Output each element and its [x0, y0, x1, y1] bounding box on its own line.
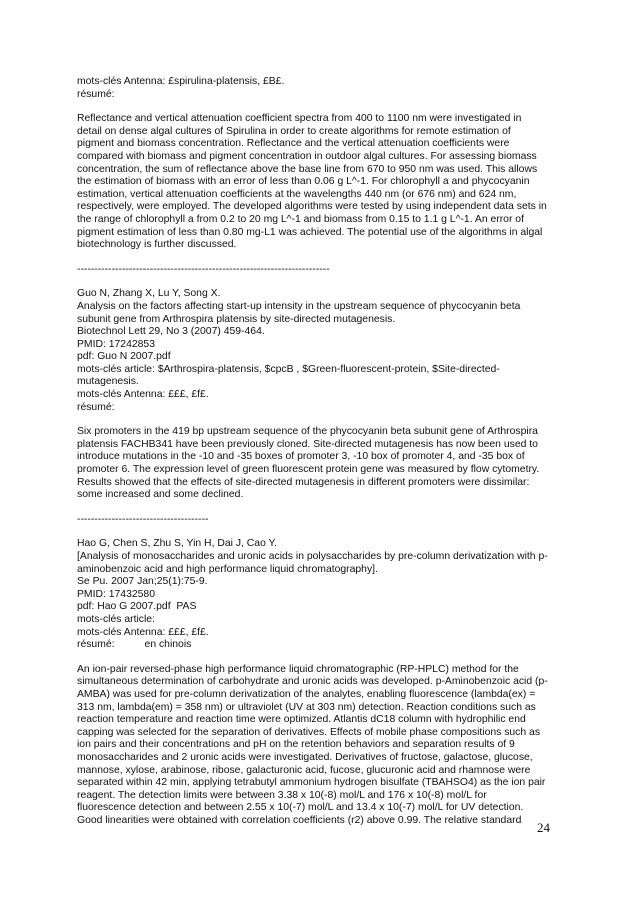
reference-title: subunit gene from Arthrospira platensis by site-directed mutagenesis. [77, 313, 396, 325]
abstract-line: biotechnology is further discussed. [77, 239, 237, 251]
antenna-keywords: mots-clés Antenna: £spirulina-platensis, £B£. [77, 76, 285, 87]
abstract-line: 313 nm, lambda(em) = 358 nm) or ultraviolet (UV at 303 nm) detection. Reaction conditions such as [77, 701, 536, 713]
abstract-line: simultaneous determination of carbohydrate and uronic acids was developed. p-Aminobenzoic acid (p- [77, 676, 548, 688]
abstract [77, 664, 563, 828]
abstract-line: the estimation of biomass with an error of less than 0.06 g L^-1. For chlorophyll a and phycocyanin [77, 176, 530, 188]
abstract-line: respectively, were employed. The developed algorithms were tested by using independent data sets in [77, 201, 547, 213]
abstract-line: pigment and biomass concentration. Reflectance and the vertical attenuation coefficients were [77, 138, 510, 150]
abstract-line: reagent. The detection limits were between 3.38 x 10(-8) mol/L and 176 x 10(-8) mol/L for [77, 789, 487, 801]
abstract-line: Good linearities were obtained with correlation coefficients (r2) above 0.99. The relative standard [77, 814, 522, 826]
page-content [77, 76, 563, 827]
abstract-line: compared with biomass and pigment concentration in outdoor algal cultures. For assessing biomass [77, 150, 537, 162]
abstract-line: pigment estimation of less than 0.80 mg-L1 was achieved. The potential use of the algorithms in algal [77, 226, 543, 238]
separator: ------------------------------------------------------------------------- [77, 263, 330, 275]
antenna-keywords: mots-clés Antenna: £££, £f£. [77, 389, 209, 401]
abstract-line: fluorescence detection and between 2.55 x 10(-7) mol/L and 13.4 x 10(-7) mol/L for UV detection. [77, 802, 524, 814]
abstract-line: AMBA) was used for pre-column derivatization of the analytes, enabling fluorescence (lambda(ex) = [77, 688, 536, 700]
abstract-line: introduce mutations in the -10 and -35 boxes of promoter 3, -10 box of promoter 4, and -35 box of [77, 451, 525, 463]
resume-line [77, 639, 563, 652]
separator: -------------------------------------- [77, 513, 209, 525]
abstract-line: Six promoters in the 419 bp upstream sequence of the phycocyanin beta subunit gene of Arthrospira [77, 426, 538, 438]
abstract-line: detail on dense algal cultures of Spirulina in order to create algorithms for remote estimation of [77, 125, 511, 137]
abstract-line: capping was selected for the separation of derivatives. Effects of mobile phase compositions such as [77, 726, 541, 738]
antenna-keywords: mots-clés Antenna: £££, £f£. [77, 626, 209, 638]
resume-label: résumé: [77, 88, 115, 100]
abstract-line: reaction temperature and reaction time were optimized. Atlantis dC18 column with hydrophilic end [77, 714, 526, 726]
reference-pmid: PMID: 17432580 [77, 588, 155, 600]
abstract [77, 113, 563, 252]
resume-label: résumé: [77, 401, 115, 413]
abstract-line: promoter 6. The expression level of green fluorescent protein gene was measured by flow cytometry. [77, 464, 540, 476]
reference-authors: Hao G, Chen S, Zhu S, Yin H, Dai J, Cao Y. [77, 538, 278, 550]
page-number: 24 [537, 820, 550, 835]
abstract-line: ion pairs and their concentrations and pH on the retention behaviors and separation results of 9 [77, 739, 515, 751]
resume-note: en chinois [144, 639, 192, 651]
abstract-line: concentration, the sum of reflectance above the base line from 670 to 950 nm was used. This allows [77, 163, 538, 175]
reference-journal: Biotechnol Lett 29, No 3 (2007) 459-464. [77, 326, 265, 338]
reference-authors: Guo N, Zhang X, Lu Y, Song X. [77, 288, 221, 300]
abstract-line: the range of chlorophyll a from 0.2 to 20 mg L^-1 and biomass from 0.15 to 1.1 g L^-1. An error of [77, 213, 524, 225]
abstract-line: platensis FACHB341 have been previously cloned. Site-directed mutagenesis has now been used to [77, 438, 538, 450]
reference-title: [Analysis of monosaccharides and uronic acids in polysaccharides by pre-column derivatization with p- [77, 551, 548, 562]
article-keywords: mots-clés article: $Arthrospira-platensis, $cpcB , $Green-fluorescent-protein, $Site-directed- [77, 363, 500, 375]
reference-title: aminobenzoic acid and high performance liquid chromatography]. [77, 563, 378, 575]
abstract [77, 426, 563, 502]
abstract-line: estimation, vertical attenuation coefficients at the wavelengths 440 nm (or 676 nm) and 624 nm, [77, 188, 517, 200]
reference-pdf: pdf: Hao G 2007.pdf PAS [77, 601, 197, 613]
article-keywords: mots-clés article: [77, 613, 155, 625]
reference-journal: Se Pu. 2007 Jan;25(1):75-9. [77, 576, 208, 588]
resume-label: résumé: [77, 639, 115, 651]
abstract-line: separated within 42 min, applying tetrabutyl ammonium hydrogen bisulfate (TBAHSO4) as the ion pair [77, 777, 546, 789]
abstract-line: monosaccharides and 2 uronic acids were investigated. Derivatives of fructose, galactose, glucose, [77, 751, 533, 763]
article-keywords: mutagenesis. [77, 376, 139, 388]
abstract-line: Reflectance and vertical attenuation coefficient spectra from 400 to 1100 nm were investigated in [77, 113, 522, 125]
abstract-line: some increased and some declined. [77, 489, 244, 501]
reference-pdf: pdf: Guo N 2007.pdf [77, 351, 171, 363]
reference-pmid: PMID: 17242853 [77, 338, 155, 350]
abstract-line: An ion-pair reversed-phase high performance liquid chromatographic (RP-HPLC) method for the [77, 663, 519, 675]
abstract-line: mannose, xylose, arabinose, ribose, galacturonic acid, fucose, glucuronic acid and rhamnose were [77, 764, 531, 776]
reference-title: Analysis on the factors affecting start-up intensity in the upstream sequence of phycocyanin beta [77, 300, 521, 312]
abstract-line: Results showed that the effects of site-directed mutagenesis in different promoters were dissimilar: [77, 476, 530, 488]
